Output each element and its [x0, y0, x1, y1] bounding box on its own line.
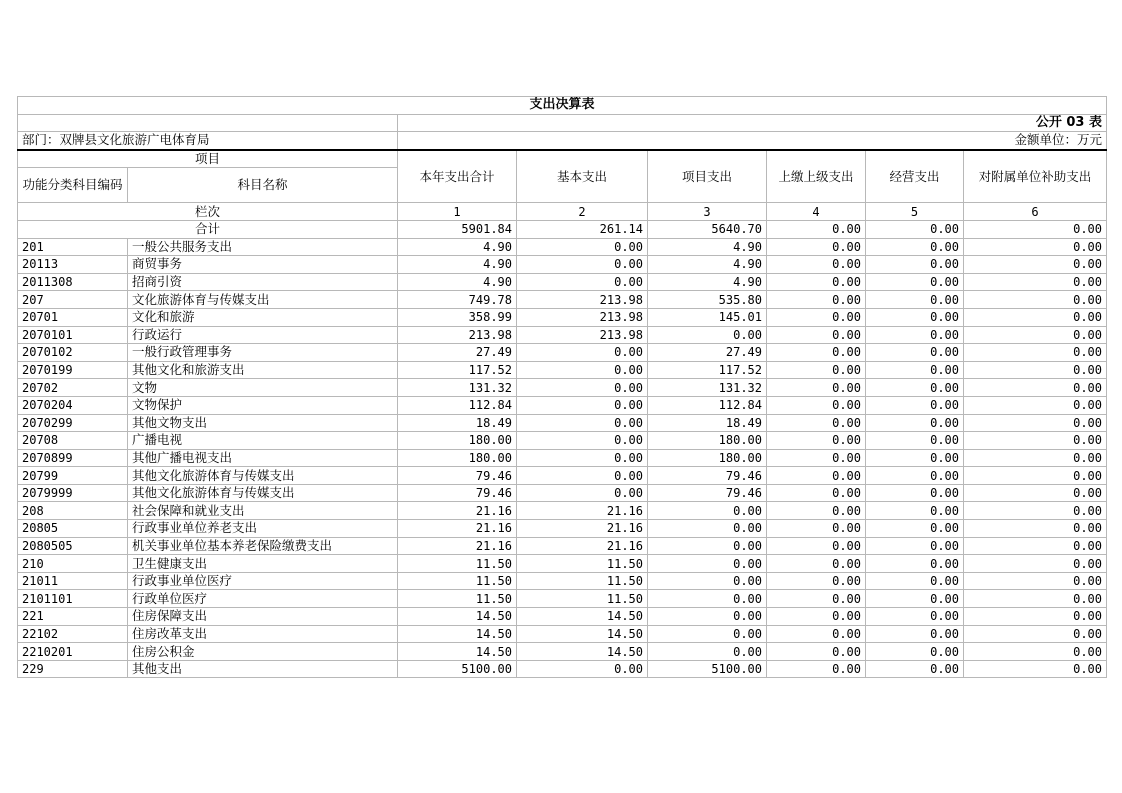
page-title: 支出决算表: [18, 97, 1107, 115]
row-code: 2210201: [18, 643, 128, 661]
row-value: 0.00: [964, 256, 1107, 274]
table-row: [18, 308, 1107, 326]
index-cell: 4: [767, 203, 866, 221]
row-code: 229: [18, 660, 128, 678]
row-value: 0.00: [964, 502, 1107, 520]
row-value: 0.00: [767, 238, 866, 256]
row-value: 27.49: [398, 344, 517, 362]
total-row: [18, 220, 1107, 238]
row-code: 20799: [18, 467, 128, 485]
row-value: 0.00: [866, 643, 964, 661]
row-value: 0.00: [767, 414, 866, 432]
row-value: 213.98: [517, 291, 648, 309]
row-name: 一般行政管理事务: [128, 344, 398, 362]
row-value: 0.00: [866, 308, 964, 326]
row-code: 221: [18, 608, 128, 626]
index-cell: 6: [964, 203, 1107, 221]
row-code: 2070299: [18, 414, 128, 432]
row-value: 0.00: [767, 520, 866, 538]
row-value: 0.00: [767, 590, 866, 608]
row-value: 0.00: [964, 484, 1107, 502]
row-name: 商贸事务: [128, 256, 398, 274]
row-value: 0.00: [964, 572, 1107, 590]
row-value: 27.49: [648, 344, 767, 362]
row-value: 0.00: [964, 520, 1107, 538]
row-value: 180.00: [398, 432, 517, 450]
table-row: [18, 484, 1107, 502]
row-value: 0.00: [964, 396, 1107, 414]
row-value: 112.84: [398, 396, 517, 414]
meta-row: [18, 132, 1107, 150]
row-value: 0.00: [866, 625, 964, 643]
row-value: 0.00: [767, 555, 866, 573]
row-value: 21.16: [517, 537, 648, 555]
department-label: 部门：双牌县文化旅游广电体育局: [18, 132, 398, 150]
row-name: 行政单位医疗: [128, 590, 398, 608]
total-value: 0.00: [866, 220, 964, 238]
row-name: 其他文化和旅游支出: [128, 361, 398, 379]
total-value: 5640.70: [648, 220, 767, 238]
row-code: 2070899: [18, 449, 128, 467]
header-col1: 本年支出合计: [398, 150, 517, 203]
row-value: 0.00: [964, 608, 1107, 626]
row-value: 14.50: [398, 625, 517, 643]
row-value: 0.00: [648, 555, 767, 573]
row-value: 0.00: [517, 467, 648, 485]
row-value: 0.00: [767, 467, 866, 485]
row-name: 其他广播电视支出: [128, 449, 398, 467]
row-value: 0.00: [964, 625, 1107, 643]
table-row: [18, 379, 1107, 397]
row-value: 79.46: [648, 484, 767, 502]
table-row: [18, 643, 1107, 661]
row-value: 117.52: [398, 361, 517, 379]
row-value: 0.00: [964, 660, 1107, 678]
expenditure-table: [17, 96, 1107, 678]
header-row-1: [18, 150, 1107, 168]
row-name: 住房改革支出: [128, 625, 398, 643]
row-value: 0.00: [767, 396, 866, 414]
row-value: 0.00: [648, 520, 767, 538]
row-value: 0.00: [866, 572, 964, 590]
row-name: 文化旅游体育与传媒支出: [128, 291, 398, 309]
header-col4: 上缴上级支出: [767, 150, 866, 203]
row-value: 0.00: [866, 660, 964, 678]
row-value: 0.00: [767, 572, 866, 590]
table-row: [18, 238, 1107, 256]
row-code: 21011: [18, 572, 128, 590]
row-name: 行政事业单位养老支出: [128, 520, 398, 538]
row-value: 0.00: [964, 379, 1107, 397]
row-value: 4.90: [398, 273, 517, 291]
header-col2: 基本支出: [517, 150, 648, 203]
row-name: 行政事业单位医疗: [128, 572, 398, 590]
row-name: 其他文化旅游体育与传媒支出: [128, 467, 398, 485]
row-value: 14.50: [517, 608, 648, 626]
row-value: 0.00: [866, 484, 964, 502]
table-row: [18, 396, 1107, 414]
row-value: 358.99: [398, 308, 517, 326]
row-code: 201: [18, 238, 128, 256]
row-code: 2101101: [18, 590, 128, 608]
row-value: 0.00: [767, 432, 866, 450]
row-value: 0.00: [517, 396, 648, 414]
row-name: 卫生健康支出: [128, 555, 398, 573]
header-col3: 项目支出: [648, 150, 767, 203]
row-value: 0.00: [964, 344, 1107, 362]
table-row: [18, 590, 1107, 608]
row-name: 文化和旅游: [128, 308, 398, 326]
row-value: 11.50: [398, 555, 517, 573]
row-value: 0.00: [866, 449, 964, 467]
row-name: 行政运行: [128, 326, 398, 344]
row-value: 18.49: [648, 414, 767, 432]
row-value: 0.00: [648, 537, 767, 555]
row-value: 0.00: [964, 326, 1107, 344]
row-value: 0.00: [767, 449, 866, 467]
row-name: 广播电视: [128, 432, 398, 450]
row-value: 0.00: [517, 484, 648, 502]
row-value: 535.80: [648, 291, 767, 309]
row-value: 0.00: [517, 660, 648, 678]
row-value: 0.00: [767, 608, 866, 626]
row-value: 0.00: [767, 344, 866, 362]
row-value: 180.00: [648, 449, 767, 467]
row-value: 0.00: [517, 344, 648, 362]
row-value: 0.00: [767, 660, 866, 678]
total-value: 261.14: [517, 220, 648, 238]
row-value: 14.50: [517, 625, 648, 643]
row-code: 2070204: [18, 396, 128, 414]
row-value: 0.00: [866, 238, 964, 256]
table-row: [18, 256, 1107, 274]
row-value: 213.98: [517, 308, 648, 326]
row-value: 79.46: [648, 467, 767, 485]
row-value: 0.00: [648, 572, 767, 590]
unit-label: 金额单位：万元: [398, 132, 1107, 150]
row-value: 0.00: [866, 344, 964, 362]
row-value: 0.00: [767, 502, 866, 520]
row-value: 11.50: [398, 590, 517, 608]
row-value: 0.00: [767, 326, 866, 344]
row-value: 0.00: [517, 273, 648, 291]
row-value: 0.00: [866, 502, 964, 520]
row-value: 131.32: [648, 379, 767, 397]
table-row: [18, 273, 1107, 291]
row-value: 180.00: [398, 449, 517, 467]
row-name: 其他文物支出: [128, 414, 398, 432]
title-row: [18, 97, 1107, 115]
row-value: 21.16: [398, 502, 517, 520]
table-row: [18, 555, 1107, 573]
row-value: 14.50: [398, 608, 517, 626]
row-value: 11.50: [517, 572, 648, 590]
row-value: 0.00: [517, 256, 648, 274]
form-number-row: [18, 114, 1107, 132]
table-row: [18, 572, 1107, 590]
row-code: 2080505: [18, 537, 128, 555]
row-code: 210: [18, 555, 128, 573]
row-value: 0.00: [517, 414, 648, 432]
row-value: 0.00: [866, 256, 964, 274]
row-value: 0.00: [866, 467, 964, 485]
row-value: 0.00: [648, 590, 767, 608]
row-code: 207: [18, 291, 128, 309]
row-name: 其他支出: [128, 660, 398, 678]
row-value: 0.00: [866, 326, 964, 344]
row-value: 0.00: [767, 625, 866, 643]
row-value: 180.00: [648, 432, 767, 450]
row-name: 文物保护: [128, 396, 398, 414]
table-row: [18, 291, 1107, 309]
row-value: 4.90: [398, 238, 517, 256]
row-value: 0.00: [767, 379, 866, 397]
row-value: 11.50: [517, 590, 648, 608]
index-cell: 3: [648, 203, 767, 221]
row-code: 2011308: [18, 273, 128, 291]
row-value: 0.00: [866, 291, 964, 309]
row-value: 0.00: [767, 484, 866, 502]
table-row: [18, 625, 1107, 643]
row-value: 0.00: [964, 555, 1107, 573]
row-value: 0.00: [648, 608, 767, 626]
header-item: 项目: [18, 150, 398, 168]
row-value: 14.50: [517, 643, 648, 661]
index-label: 栏次: [18, 203, 398, 221]
row-value: 0.00: [866, 273, 964, 291]
row-value: 0.00: [964, 643, 1107, 661]
table-row: [18, 520, 1107, 538]
row-name: 其他文化旅游体育与传媒支出: [128, 484, 398, 502]
row-value: 0.00: [964, 238, 1107, 256]
row-value: 0.00: [964, 590, 1107, 608]
table-row: [18, 344, 1107, 362]
row-name: 住房公积金: [128, 643, 398, 661]
row-value: 0.00: [866, 555, 964, 573]
row-code: 2070101: [18, 326, 128, 344]
row-name: 招商引资: [128, 273, 398, 291]
row-value: 0.00: [866, 537, 964, 555]
header-code: 功能分类科目编码: [18, 168, 128, 203]
index-row: [18, 203, 1107, 221]
row-value: 0.00: [866, 361, 964, 379]
row-value: 5100.00: [648, 660, 767, 678]
row-value: 11.50: [398, 572, 517, 590]
row-value: 0.00: [964, 449, 1107, 467]
row-code: 20701: [18, 308, 128, 326]
row-name: 社会保障和就业支出: [128, 502, 398, 520]
row-code: 2070199: [18, 361, 128, 379]
row-value: 0.00: [866, 432, 964, 450]
table-row: [18, 432, 1107, 450]
row-name: 文物: [128, 379, 398, 397]
row-value: 131.32: [398, 379, 517, 397]
header-col6: 对附属单位补助支出: [964, 150, 1107, 203]
row-value: 0.00: [517, 449, 648, 467]
row-name: 住房保障支出: [128, 608, 398, 626]
row-value: 0.00: [964, 291, 1107, 309]
row-value: 145.01: [648, 308, 767, 326]
row-value: 0.00: [767, 537, 866, 555]
blank-cell: [18, 114, 398, 132]
row-value: 0.00: [964, 414, 1107, 432]
row-value: 0.00: [964, 432, 1107, 450]
total-value: 5901.84: [398, 220, 517, 238]
row-value: 0.00: [866, 590, 964, 608]
row-code: 20805: [18, 520, 128, 538]
row-value: 14.50: [398, 643, 517, 661]
row-value: 213.98: [517, 326, 648, 344]
row-value: 0.00: [866, 414, 964, 432]
row-value: 213.98: [398, 326, 517, 344]
row-value: 0.00: [648, 326, 767, 344]
table-row: [18, 502, 1107, 520]
row-value: 11.50: [517, 555, 648, 573]
row-value: 0.00: [648, 643, 767, 661]
row-name: 一般公共服务支出: [128, 238, 398, 256]
header-name: 科目名称: [128, 168, 398, 203]
total-value: 0.00: [767, 220, 866, 238]
row-code: 2070102: [18, 344, 128, 362]
row-code: 20113: [18, 256, 128, 274]
row-value: 4.90: [648, 238, 767, 256]
row-value: 5100.00: [398, 660, 517, 678]
form-number: 公开 03 表: [398, 114, 1107, 132]
row-value: 0.00: [767, 273, 866, 291]
row-value: 0.00: [866, 379, 964, 397]
row-value: 0.00: [964, 308, 1107, 326]
row-value: 0.00: [517, 379, 648, 397]
row-value: 4.90: [398, 256, 517, 274]
row-value: 0.00: [767, 291, 866, 309]
row-value: 0.00: [866, 520, 964, 538]
row-code: 22102: [18, 625, 128, 643]
row-value: 0.00: [517, 361, 648, 379]
row-value: 0.00: [767, 256, 866, 274]
row-value: 0.00: [964, 467, 1107, 485]
row-value: 0.00: [517, 432, 648, 450]
row-code: 2079999: [18, 484, 128, 502]
index-cell: 1: [398, 203, 517, 221]
row-value: 0.00: [964, 361, 1107, 379]
row-code: 20702: [18, 379, 128, 397]
total-label: 合计: [18, 220, 398, 238]
table-row: [18, 608, 1107, 626]
row-value: 21.16: [517, 520, 648, 538]
row-value: 79.46: [398, 467, 517, 485]
index-cell: 5: [866, 203, 964, 221]
row-value: 117.52: [648, 361, 767, 379]
table-row: [18, 326, 1107, 344]
row-value: 0.00: [866, 608, 964, 626]
total-value: 0.00: [964, 220, 1107, 238]
row-value: 4.90: [648, 256, 767, 274]
index-cell: 2: [517, 203, 648, 221]
row-value: 112.84: [648, 396, 767, 414]
row-value: 0.00: [767, 308, 866, 326]
row-value: 21.16: [398, 520, 517, 538]
header-col5: 经营支出: [866, 150, 964, 203]
table-row: [18, 414, 1107, 432]
row-name: 机关事业单位基本养老保险缴费支出: [128, 537, 398, 555]
row-value: 4.90: [648, 273, 767, 291]
row-value: 79.46: [398, 484, 517, 502]
row-value: 21.16: [517, 502, 648, 520]
row-code: 208: [18, 502, 128, 520]
row-value: 0.00: [866, 396, 964, 414]
row-value: 21.16: [398, 537, 517, 555]
row-value: 0.00: [767, 361, 866, 379]
row-value: 0.00: [517, 238, 648, 256]
row-value: 0.00: [648, 502, 767, 520]
row-value: 0.00: [767, 643, 866, 661]
row-value: 0.00: [964, 537, 1107, 555]
row-value: 0.00: [648, 625, 767, 643]
table-row: [18, 537, 1107, 555]
table-row: [18, 449, 1107, 467]
table-row: [18, 660, 1107, 678]
table-row: [18, 361, 1107, 379]
row-value: 749.78: [398, 291, 517, 309]
row-code: 20708: [18, 432, 128, 450]
table-row: [18, 467, 1107, 485]
row-value: 18.49: [398, 414, 517, 432]
row-value: 0.00: [964, 273, 1107, 291]
